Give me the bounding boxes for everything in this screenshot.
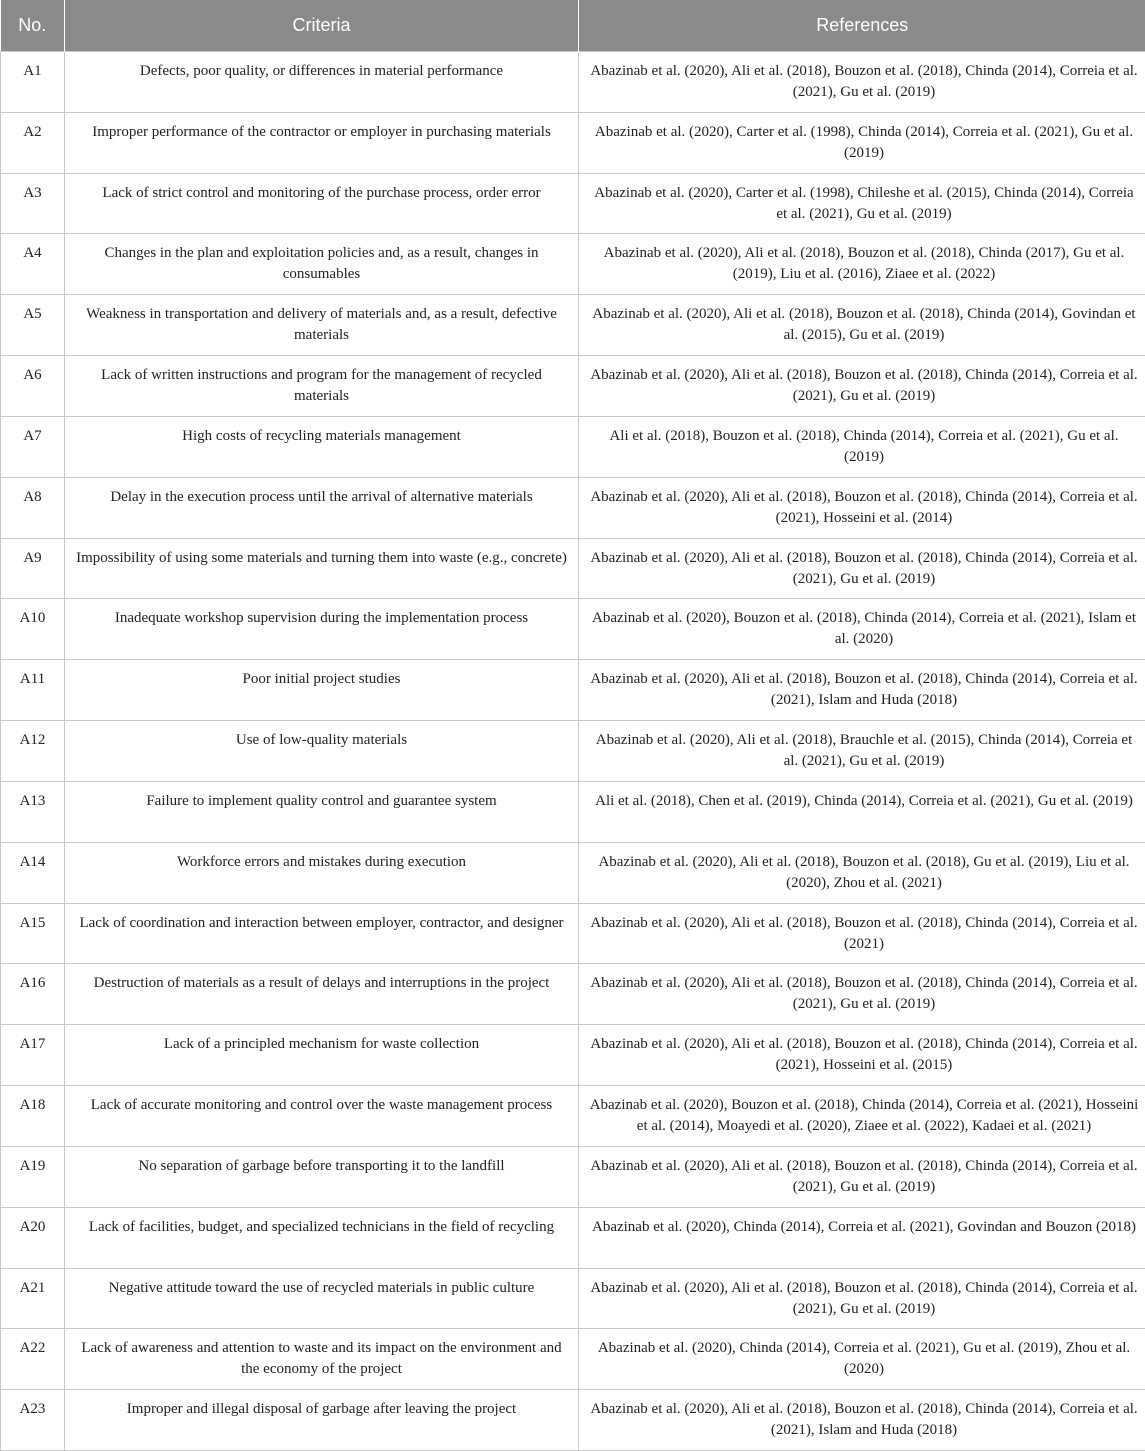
table-header — [1, 0, 1145, 52]
cell-no: A11 — [1, 660, 65, 721]
cell-no: A23 — [1, 1390, 65, 1451]
cell-references: Abazinab et al. (2020), Ali et al. (2018), Bouzon et al. (2018), Chinda (2014), Correia et al. (2021), Hosseini et al. (2014) — [579, 477, 1145, 538]
cell-criteria: Impossibility of using some materials and turning them into waste (e.g., concrete) — [65, 538, 579, 599]
cell-references: Abazinab et al. (2020), Ali et al. (2018), Bouzon et al. (2018), Chinda (2014), Correia et al. (2021), Gu et al. (2019) — [579, 964, 1145, 1025]
cell-references: Abazinab et al. (2020), Carter et al. (1998), Chinda (2014), Correia et al. (2021), Gu et al. (2019) — [579, 112, 1145, 173]
header-references: References — [579, 0, 1145, 52]
table-row — [1, 903, 1145, 964]
table-row — [1, 781, 1145, 842]
table-row — [1, 477, 1145, 538]
cell-criteria: Lack of facilities, budget, and specialized technicians in the field of recycling — [65, 1207, 579, 1268]
table-row — [1, 416, 1145, 477]
cell-references: Abazinab et al. (2020), Ali et al. (2018), Bouzon et al. (2018), Chinda (2014), Correia et al. (2021), Islam and Huda (2018) — [579, 1390, 1145, 1451]
header-criteria: Criteria — [65, 0, 579, 52]
table-row — [1, 173, 1145, 234]
cell-criteria: Lack of awareness and attention to waste and its impact on the environment and the economy of the project — [65, 1329, 579, 1390]
table-body — [1, 52, 1145, 1451]
table-row — [1, 1086, 1145, 1147]
table-row — [1, 660, 1145, 721]
cell-criteria: Destruction of materials as a result of delays and interruptions in the project — [65, 964, 579, 1025]
cell-no: A22 — [1, 1329, 65, 1390]
cell-references: Abazinab et al. (2020), Ali et al. (2018), Bouzon et al. (2018), Chinda (2017), Gu et al. (2019), Liu et al. (2016), Ziaee et al. (2022) — [579, 234, 1145, 295]
table-row — [1, 234, 1145, 295]
cell-criteria: Negative attitude toward the use of recycled materials in public culture — [65, 1268, 579, 1329]
cell-references: Abazinab et al. (2020), Chinda (2014), Correia et al. (2021), Govindan and Bouzon (2018) — [579, 1207, 1145, 1268]
table-row — [1, 1268, 1145, 1329]
cell-references: Abazinab et al. (2020), Ali et al. (2018), Bouzon et al. (2018), Chinda (2014), Govindan et al. (2015), Gu et al. (2019) — [579, 295, 1145, 356]
cell-criteria: Improper and illegal disposal of garbage after leaving the project — [65, 1390, 579, 1451]
table-row — [1, 112, 1145, 173]
cell-references: Abazinab et al. (2020), Ali et al. (2018), Brauchle et al. (2015), Chinda (2014), Correia et al. (2021), Gu et al. (2019) — [579, 721, 1145, 782]
cell-criteria: Failure to implement quality control and guarantee system — [65, 781, 579, 842]
cell-no: A17 — [1, 1025, 65, 1086]
cell-no: A16 — [1, 964, 65, 1025]
cell-no: A8 — [1, 477, 65, 538]
cell-no: A18 — [1, 1086, 65, 1147]
cell-references: Abazinab et al. (2020), Bouzon et al. (2018), Chinda (2014), Correia et al. (2021), Hosseini et al. (2014), Moayedi et al. (2020), Ziaee et al. (2022), Kadaei et al. (2021) — [579, 1086, 1145, 1147]
cell-no: A13 — [1, 781, 65, 842]
cell-criteria: No separation of garbage before transporting it to the landfill — [65, 1146, 579, 1207]
cell-references: Abazinab et al. (2020), Ali et al. (2018), Bouzon et al. (2018), Chinda (2014), Correia et al. (2021), Hosseini et al. (2015) — [579, 1025, 1145, 1086]
cell-criteria: Weakness in transportation and delivery of materials and, as a result, defective materials — [65, 295, 579, 356]
cell-criteria: Delay in the execution process until the arrival of alternative materials — [65, 477, 579, 538]
cell-criteria: Lack of a principled mechanism for waste collection — [65, 1025, 579, 1086]
cell-criteria: Improper performance of the contractor or employer in purchasing materials — [65, 112, 579, 173]
cell-criteria: Inadequate workshop supervision during the implementation process — [65, 599, 579, 660]
cell-references: Abazinab et al. (2020), Bouzon et al. (2018), Chinda (2014), Correia et al. (2021), Islam et al. (2020) — [579, 599, 1145, 660]
cell-no: A7 — [1, 416, 65, 477]
cell-references: Abazinab et al. (2020), Ali et al. (2018), Bouzon et al. (2018), Chinda (2014), Correia et al. (2021) — [579, 903, 1145, 964]
cell-references: Abazinab et al. (2020), Ali et al. (2018), Bouzon et al. (2018), Chinda (2014), Correia et al. (2021), Islam and Huda (2018) — [579, 660, 1145, 721]
cell-references: Abazinab et al. (2020), Ali et al. (2018), Bouzon et al. (2018), Gu et al. (2019), Liu et al. (2020), Zhou et al. (2021) — [579, 842, 1145, 903]
cell-no: A14 — [1, 842, 65, 903]
cell-references: Ali et al. (2018), Bouzon et al. (2018), Chinda (2014), Correia et al. (2021), Gu et al. (2019) — [579, 416, 1145, 477]
cell-no: A5 — [1, 295, 65, 356]
cell-no: A15 — [1, 903, 65, 964]
cell-references: Abazinab et al. (2020), Ali et al. (2018), Bouzon et al. (2018), Chinda (2014), Correia et al. (2021), Gu et al. (2019) — [579, 1268, 1145, 1329]
cell-criteria: Workforce errors and mistakes during execution — [65, 842, 579, 903]
cell-references: Abazinab et al. (2020), Chinda (2014), Correia et al. (2021), Gu et al. (2019), Zhou et al. (2020) — [579, 1329, 1145, 1390]
cell-references: Ali et al. (2018), Chen et al. (2019), Chinda (2014), Correia et al. (2021), Gu et al. (2019) — [579, 781, 1145, 842]
table-row — [1, 599, 1145, 660]
cell-criteria: Lack of accurate monitoring and control over the waste management process — [65, 1086, 579, 1147]
cell-no: A3 — [1, 173, 65, 234]
cell-criteria: Changes in the plan and exploitation policies and, as a result, changes in consumables — [65, 234, 579, 295]
cell-criteria: High costs of recycling materials management — [65, 416, 579, 477]
cell-references: Abazinab et al. (2020), Ali et al. (2018), Bouzon et al. (2018), Chinda (2014), Correia et al. (2021), Gu et al. (2019) — [579, 52, 1145, 113]
cell-no: A20 — [1, 1207, 65, 1268]
cell-criteria: Lack of coordination and interaction between employer, contractor, and designer — [65, 903, 579, 964]
table-row — [1, 1390, 1145, 1451]
cell-no: A19 — [1, 1146, 65, 1207]
cell-criteria: Poor initial project studies — [65, 660, 579, 721]
cell-criteria: Defects, poor quality, or differences in material performance — [65, 52, 579, 113]
cell-references: Abazinab et al. (2020), Ali et al. (2018), Bouzon et al. (2018), Chinda (2014), Correia et al. (2021), Gu et al. (2019) — [579, 538, 1145, 599]
table-row — [1, 1207, 1145, 1268]
cell-no: A21 — [1, 1268, 65, 1329]
table-row — [1, 295, 1145, 356]
table-row — [1, 1329, 1145, 1390]
table-row — [1, 842, 1145, 903]
table-row — [1, 538, 1145, 599]
cell-no: A2 — [1, 112, 65, 173]
table-row — [1, 356, 1145, 417]
cell-no: A4 — [1, 234, 65, 295]
cell-no: A6 — [1, 356, 65, 417]
cell-no: A1 — [1, 52, 65, 113]
table-row — [1, 721, 1145, 782]
cell-criteria: Lack of written instructions and program for the management of recycled materials — [65, 356, 579, 417]
header-no: No. — [1, 0, 65, 52]
cell-references: Abazinab et al. (2020), Ali et al. (2018), Bouzon et al. (2018), Chinda (2014), Correia et al. (2021), Gu et al. (2019) — [579, 356, 1145, 417]
cell-no: A12 — [1, 721, 65, 782]
cell-references: Abazinab et al. (2020), Ali et al. (2018), Bouzon et al. (2018), Chinda (2014), Correia et al. (2021), Gu et al. (2019) — [579, 1146, 1145, 1207]
table-row — [1, 1146, 1145, 1207]
table-row — [1, 52, 1145, 113]
table-row — [1, 1025, 1145, 1086]
cell-no: A9 — [1, 538, 65, 599]
cell-criteria: Lack of strict control and monitoring of the purchase process, order error — [65, 173, 579, 234]
cell-references: Abazinab et al. (2020), Carter et al. (1998), Chileshe et al. (2015), Chinda (2014), Correia et al. (2021), Gu et al. (2019) — [579, 173, 1145, 234]
cell-no: A10 — [1, 599, 65, 660]
table-row — [1, 964, 1145, 1025]
cell-criteria: Use of low-quality materials — [65, 721, 579, 782]
